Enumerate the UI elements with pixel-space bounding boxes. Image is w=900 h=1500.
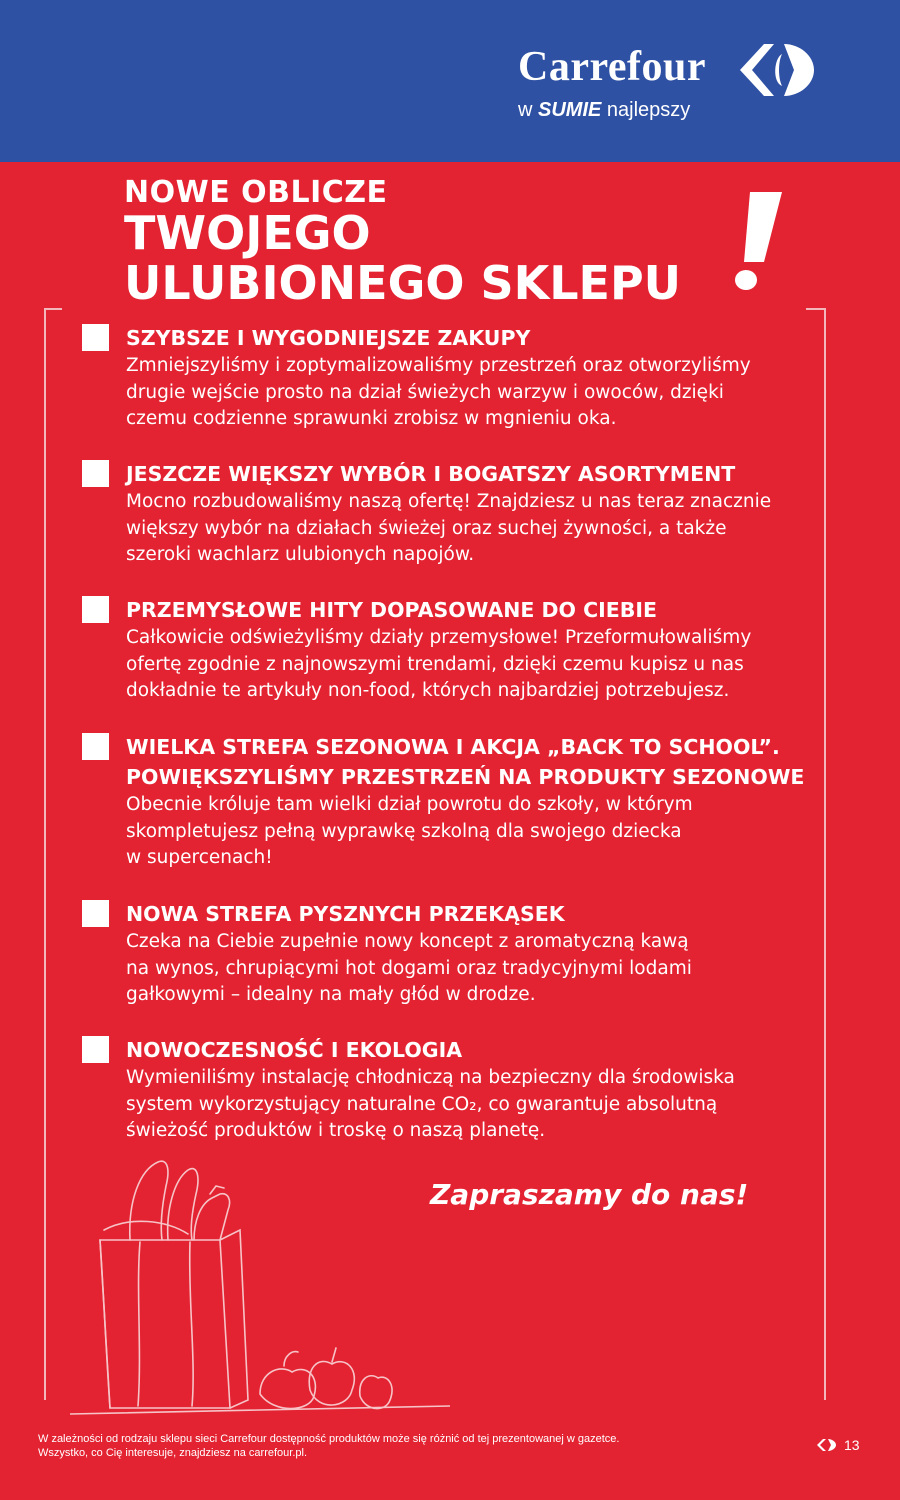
section-body-line: większy wybór na działach świeżej oraz suchej żywności, a także bbox=[126, 517, 727, 539]
feature-section-industrial-hits bbox=[82, 595, 812, 705]
section-title: PRZEMYSŁOWE HITY DOPASOWANE DO CIEBIE bbox=[126, 598, 658, 622]
footnote bbox=[38, 1432, 619, 1460]
carrefour-small-logo-icon bbox=[816, 1438, 838, 1452]
section-body-line: Obecnie króluje tam wielki dział powrotu do szkoły, w którym bbox=[126, 794, 693, 815]
frame-line-top-right bbox=[806, 308, 826, 310]
section-body-line: Czeka na Ciebie zupełnie nowy koncept z aromatyczną kawą bbox=[126, 931, 689, 952]
section-body-line: skompletujesz pełną wyprawkę szkolną dla swojego dziecka bbox=[126, 820, 682, 842]
checkbox-icon bbox=[82, 1036, 109, 1063]
frame-line-top-left bbox=[44, 308, 62, 310]
section-body-line: gałkowymi – idealny na mały głód w drodze. bbox=[126, 984, 536, 1005]
section-title: JESZCZE WIĘKSZY WYBÓR I BOGATSZY ASORTYMENT bbox=[126, 462, 736, 486]
feature-section-bigger-choice bbox=[82, 459, 812, 569]
grocery-bag-illustration bbox=[70, 1150, 450, 1420]
feature-section-snacks-zone bbox=[82, 899, 812, 1009]
feature-section-ecology bbox=[82, 1035, 812, 1145]
section-title: POWIĘKSZYLIŚMY PRZESTRZEŃ NA PRODUKTY SEZONOWE bbox=[126, 765, 805, 789]
checkbox-icon bbox=[82, 733, 109, 760]
checkbox-icon bbox=[82, 460, 109, 487]
checkbox-icon bbox=[82, 900, 109, 927]
checkbox-icon bbox=[82, 596, 109, 623]
header-bar bbox=[0, 0, 900, 162]
section-body-line: dokładnie te artykuły non-food, których najbardziej potrzebujesz. bbox=[126, 680, 730, 701]
frame-line-left bbox=[44, 308, 46, 1400]
section-title: NOWOCZESNOŚĆ I EKOLOGIA bbox=[126, 1038, 463, 1062]
tagline: w SUMIE najlepszy bbox=[518, 99, 691, 121]
section-body-line: szeroki wachlarz ulubionych napojów. bbox=[126, 544, 475, 565]
closing-invitation: Zapraszamy do nas! bbox=[430, 1178, 749, 1211]
carrefour-logo-icon bbox=[734, 40, 824, 100]
section-body-line: na wynos, chrupiącymi hot dogami oraz tradycyjnymi lodami bbox=[126, 957, 692, 979]
headline-line-3: ULUBIONEGO SKLEPU bbox=[124, 256, 682, 310]
section-body-line: Zmniejszyliśmy i zoptymalizowaliśmy przestrzeń oraz otworzyliśmy bbox=[126, 355, 751, 376]
checkbox-icon bbox=[82, 324, 109, 351]
section-title: WIELKA STREFA SEZONOWA I AKCJA „BACK TO SCHOOL”. bbox=[126, 735, 780, 759]
section-body-line: Całkowicie odświeżyliśmy działy przemysłowe! Przeformułowaliśmy bbox=[126, 627, 752, 648]
section-body-line: w supercenach! bbox=[126, 847, 273, 868]
section-body-line: Mocno rozbudowaliśmy naszą ofertę! Znajdziesz u nas teraz znacznie bbox=[126, 491, 772, 512]
section-body-line: system wykorzystujący naturalne CO₂, co gwarantuje absolutną bbox=[126, 1093, 718, 1115]
section-body-line: czemu codzienne sprawunki zrobisz w mgnieniu oka. bbox=[126, 408, 617, 429]
exclamation-mark-icon bbox=[730, 192, 786, 292]
headline-line-1: NOWE OBLICZE bbox=[124, 175, 388, 210]
footnote-line-2: Wszystko, co Cię interesuje, znajdziesz na carrefour.pl. bbox=[38, 1447, 308, 1459]
section-body-line: ofertę zgodnie z najnowszymi trendami, dzięki czemu kupisz u nas bbox=[126, 653, 744, 675]
section-body-line: Wymieniliśmy instalację chłodniczą na bezpieczny dla środowiska bbox=[126, 1067, 735, 1088]
footnote-line-1: W zależności od rodzaju sklepu sieci Carrefour dostępność produktów może się różnić od tej prezentowanej w gazetce. bbox=[38, 1433, 620, 1445]
headline bbox=[124, 175, 682, 310]
section-title: SZYBSZE I WYGODNIEJSZE ZAKUPY bbox=[126, 326, 531, 350]
feature-section-seasonal-zone bbox=[82, 732, 812, 872]
page-number: 13 bbox=[844, 1437, 860, 1453]
frame-line-right bbox=[824, 308, 826, 1400]
section-body-line: drugie wejście prosto na dział świeżych warzyw i owoców, dzięki bbox=[126, 381, 724, 403]
headline-line-2: TWOJEGO bbox=[124, 206, 371, 260]
feature-section-faster-shopping bbox=[82, 323, 812, 433]
brand-name: Carrefour bbox=[518, 44, 706, 90]
page-number-area bbox=[816, 1437, 860, 1453]
section-title: NOWA STREFA PYSZNYCH PRZEKĄSEK bbox=[126, 902, 565, 926]
section-body-line: świeżość produktów i troskę o naszą planetę. bbox=[126, 1120, 546, 1141]
